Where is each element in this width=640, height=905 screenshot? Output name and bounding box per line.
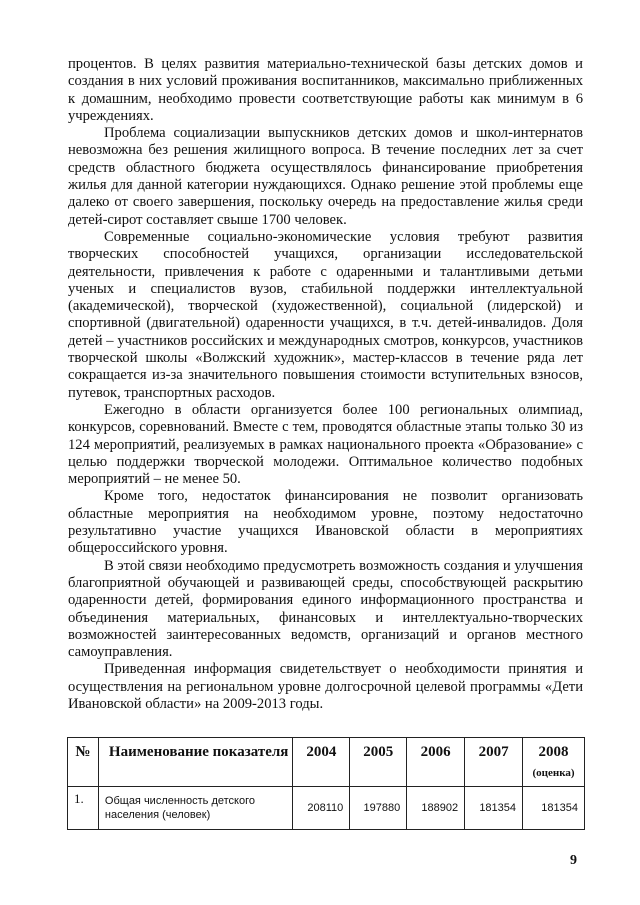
header-year-2006: 2006	[407, 738, 465, 787]
row-value-2005: 197880	[350, 787, 407, 830]
paragraph-creativity: Современные социально-экономические условия требуют развития творческих способностей учащихся, организации исследовательской деятельности, привлечения к работе с одаренными и талантливыми детьми ученых и специалистов вузов, стабильной поддержки интеллектуальной (академической), творческой (художественной), социальной (лидерской) и спортивной (двигательной) одаренности учащихся, в т.ч. детей-инвалидов. Доля детей – участников российских и международных смотров, конкурсов, участников творческой школы «Волжский художник», мастер-классов в течение ряда лет сокращается из-за значительного повышения стоимости вступительных взносов, путевок, транспортных расходов.	[68, 228, 583, 401]
row-value-2008: 181354	[523, 787, 585, 830]
header-year-2008-note: (оценка)	[532, 767, 575, 779]
row-value-2004: 208110	[293, 787, 350, 830]
indicators-table	[67, 737, 585, 830]
paragraph-conclusion: Приведенная информация свидетельствует о необходимости принятия и осуществления на региональном уровне долгосрочной целевой программы «Дети Ивановской области» на 2009-2013 годы.	[68, 661, 583, 712]
page-number: 9	[570, 853, 577, 868]
header-year-2007: 2007	[465, 738, 523, 787]
header-year-2008	[523, 738, 585, 787]
row-value-2007: 181354	[465, 787, 523, 830]
table-row	[68, 787, 585, 830]
row-value-2006: 188902	[407, 787, 465, 830]
header-num: №	[68, 738, 99, 787]
paragraph-housing: Проблема социализации выпускников детских домов и школ-интернатов невозможна без решения жилищного вопроса. В течение последних лет за счет средств областного бюджета осуществлялось финансирование приобретения жилья для данной категории нуждающихся. Однако решение этой проблемы еще далеко от своего завершения, поскольку очередь на предоставление жилья среди детей-сирот составляет свыше 1700 человек.	[68, 125, 583, 228]
paragraph-funding: Кроме того, недостаток финансирования не позволит организовать областные мероприятия на необходимом уровне, поэтому недостаточно результативно участие учащихся Ивановской области в мероприятиях общероссийского уровня.	[68, 488, 583, 557]
table-header-row	[68, 738, 585, 787]
paragraph-continued: процентов. В целях развития материально-технической базы детских домов и создания в них условий проживания воспитанников, максимально приближенных к домашним, необходимо провести соответствующие работы как минимум в 6 учреждениях.	[68, 56, 583, 124]
body-text	[68, 56, 583, 713]
paragraph-olympiads: Ежегодно в области организуется более 100 региональных олимпиад, конкурсов, соревнований. Вместе с тем, проводятся областные этапы только 30 из 124 мероприятий, реализуемых в рамках национального проекта «Образование» с целью поддержки творческой молодежи. Оптимальное количество подобных мероприятий – не менее 50.	[68, 401, 583, 488]
row-indicator-name: Общая численность детского населения (человек)	[98, 787, 292, 830]
header-indicator-name: Наименование показателя	[98, 738, 292, 787]
row-num: 1.	[68, 787, 99, 830]
header-year-2008-label: 2008	[538, 744, 569, 760]
paragraph-environment: В этой связи необходимо предусмотреть возможность создания и улучшения благоприятной обучающей и развивающей среды, способствующей раскрытию одаренности детей, формирования единого информационного пространства и объединения материальных, финансовых и интеллектуально-творческих возможностей заинтересованных ведомств, организаций и органов местного самоуправления.	[68, 557, 583, 661]
header-year-2005: 2005	[350, 738, 407, 787]
header-year-2004: 2004	[293, 738, 350, 787]
